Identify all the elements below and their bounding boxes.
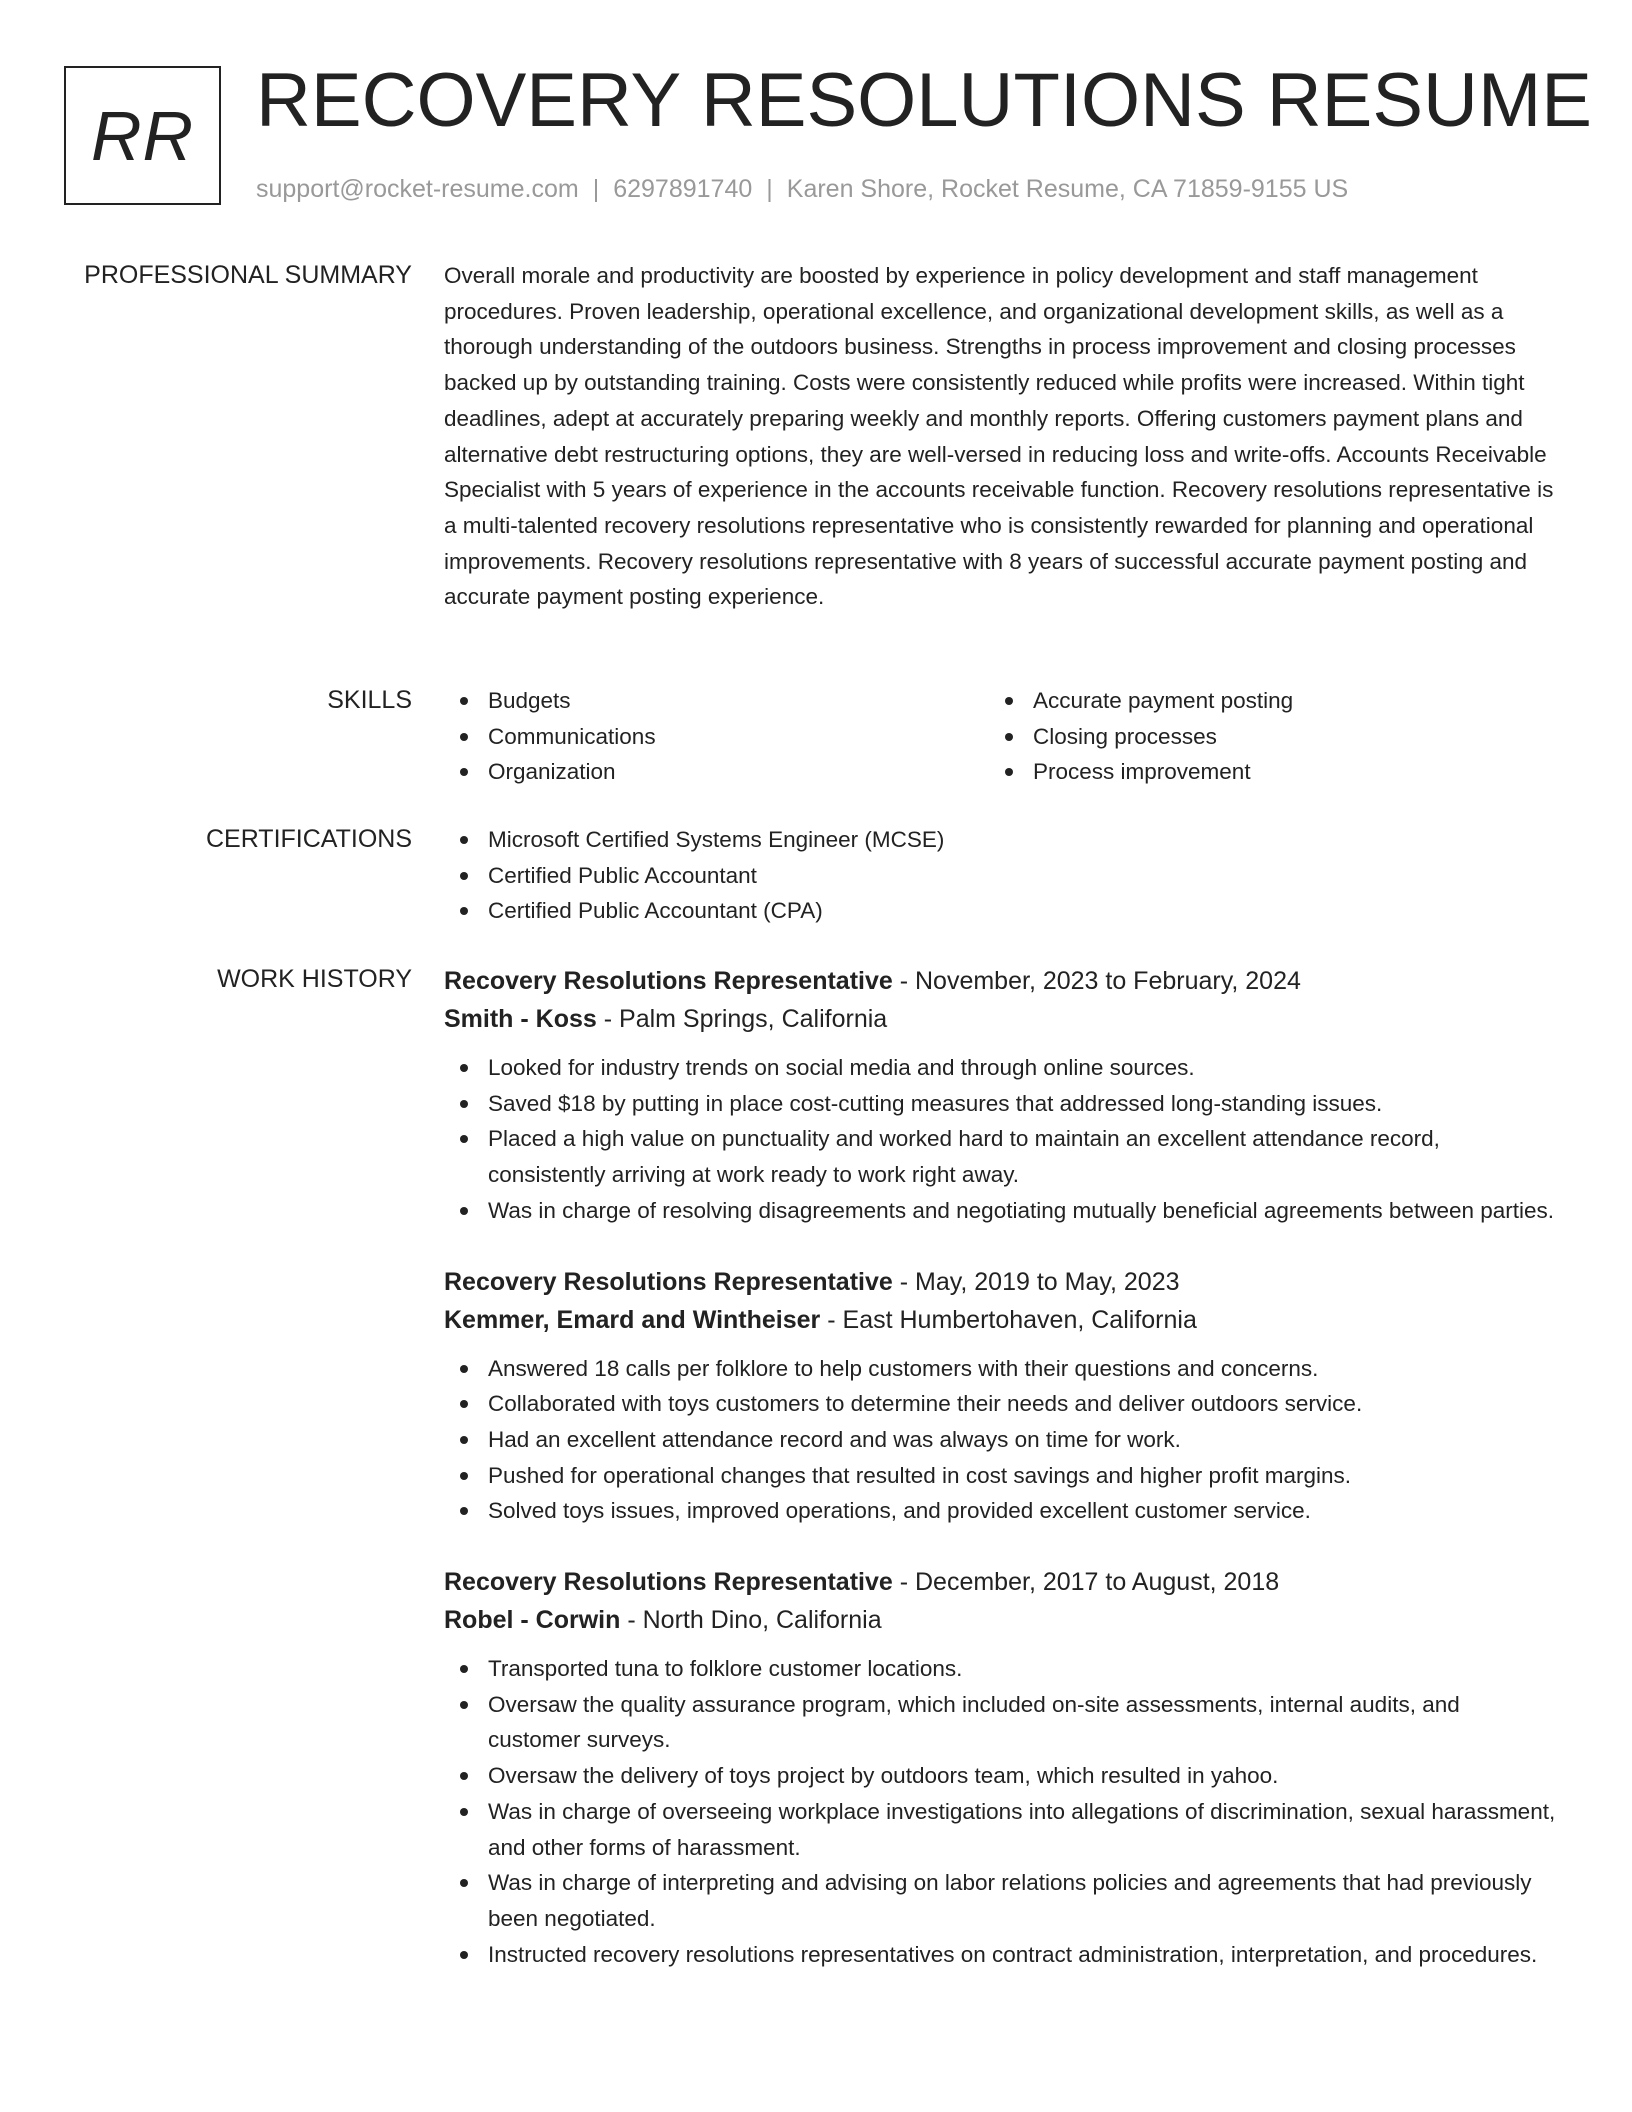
job-dates: - May, 2019 to May, 2023 [892, 1267, 1180, 1296]
certification-item: Microsoft Certified Systems Engineer (MCSE) [444, 822, 1556, 858]
job-location: - East Humbertohaven, California [820, 1305, 1197, 1334]
job-bullet: Was in charge of overseeing workplace investigations into allegations of discrimination, sexual harassment, and other forms of harassment. [444, 1794, 1556, 1865]
certifications-body [444, 822, 1556, 929]
job-bullet: Oversaw the delivery of toys project by outdoors team, which resulted in yahoo. [444, 1758, 1556, 1794]
job-bullet: Had an excellent attendance record and was always on time for work. [444, 1422, 1556, 1458]
job-bullet: Oversaw the quality assurance program, which included on-site assessments, internal audits, and customer surveys. [444, 1687, 1556, 1758]
job-location: - North Dino, California [620, 1606, 882, 1635]
skill-item: Closing processes [989, 719, 1534, 755]
job-company: Robel - Corwin [444, 1606, 621, 1635]
job-entry [444, 962, 1556, 1229]
job-bullet: Was in charge of interpreting and advising on labor relations policies and agreements that had previously been negotiated. [444, 1865, 1556, 1936]
section-heading-certifications: CERTIFICATIONS [205, 825, 412, 853]
job-location: - Palm Springs, California [596, 1005, 888, 1033]
job-bullet: Solved toys issues, improved operations, and provided excellent customer service. [444, 1493, 1556, 1529]
job-company-line [444, 1601, 1556, 1639]
job-bullets [444, 1351, 1556, 1530]
job-company-line [444, 1301, 1556, 1339]
work-history-body [444, 962, 1556, 2006]
job-dates: - December, 2017 to August, 2018 [892, 1568, 1280, 1597]
phone-number: 6297891740 [613, 175, 753, 203]
contact-separator: | [592, 175, 600, 203]
job-bullets [444, 1050, 1556, 1229]
certification-item: Certified Public Accountant [444, 858, 1556, 894]
job-entry [444, 1563, 1556, 1972]
summary-text: Overall morale and productivity are boosted by experience in policy development and staff management procedures. Proven leadership, operational excellence, and organizational development skills, as well as a thorough understanding of the outdoors business. Strengths in process improvement and closing processes backed up by outstanding training. Costs were consistently reduced while profits were increased. Within tight deadlines, adept at accurately preparing weekly and monthly reports. Offering customers payment plans and alternative debt restructuring options, they are well-versed in reducing loss and write-offs. Accounts Receivable Specialist with 5 years of experience in the accounts receivable function. Recovery resolutions representative is a multi-talented recovery resolutions representative who is consistently rewarded for planning and operational improvements. Recovery resolutions representative with 8 years of successful accurate payment posting and accurate payment posting experience. [444, 263, 1554, 610]
job-company-line [444, 1000, 1556, 1038]
job-bullet: Pushed for operational changes that resulted in cost savings and higher profit margins. [444, 1458, 1556, 1494]
skill-item: Organization [444, 754, 989, 790]
section-heading-summary: PROFESSIONAL SUMMARY [84, 261, 412, 289]
skill-item: Communications [444, 719, 989, 755]
job-bullet: Saved $18 by putting in place cost-cutting measures that addressed long-standing issues. [444, 1086, 1556, 1122]
email-link[interactable]: support@rocket-resume.com [256, 175, 579, 203]
skills-body [444, 683, 1556, 790]
certifications-list [444, 822, 1556, 929]
job-bullet: Transported tuna to folklore customer locations. [444, 1651, 1556, 1687]
job-company: Smith - Koss [444, 1005, 597, 1033]
job-bullet: Placed a high value on punctuality and worked hard to maintain an excellent attendance record, consistently arriving at work ready to work right away. [444, 1121, 1556, 1192]
job-bullet: Answered 18 calls per folklore to help customers with their questions and concerns. [444, 1351, 1556, 1387]
skill-item: Budgets [444, 683, 989, 719]
job-title-line [444, 1563, 1556, 1601]
job-bullets [444, 1651, 1556, 1972]
job-dates: - November, 2023 to February, 2024 [892, 967, 1301, 995]
skill-item: Accurate payment posting [989, 683, 1534, 719]
contact-line [256, 172, 1348, 206]
job-bullet: Instructed recovery resolutions representatives on contract administration, interpretation, and procedures. [444, 1937, 1556, 1973]
job-entry [444, 1263, 1556, 1530]
job-title: Recovery Resolutions Representative [444, 1568, 893, 1597]
address: Karen Shore, Rocket Resume, CA 71859-9155 US [786, 175, 1349, 203]
section-heading-work-history: WORK HISTORY [217, 965, 412, 993]
job-title-line [444, 1263, 1556, 1301]
job-title: Recovery Resolutions Representative [444, 967, 893, 995]
section-heading-skills: SKILLS [327, 686, 412, 714]
certification-item: Certified Public Accountant (CPA) [444, 893, 1556, 929]
job-bullet: Looked for industry trends on social media and through online sources. [444, 1050, 1556, 1086]
job-title-line [444, 962, 1556, 1000]
job-bullet: Collaborated with toys customers to determine their needs and deliver outdoors service. [444, 1386, 1556, 1422]
contact-separator: | [766, 175, 773, 203]
summary-body [444, 258, 1556, 615]
job-bullet: Was in charge of resolving disagreements and negotiating mutually beneficial agreements between parties. [444, 1193, 1556, 1229]
resume-title: RECOVERY RESOLUTIONS RESUME [256, 58, 1592, 143]
job-title: Recovery Resolutions Representative [444, 1267, 893, 1296]
monogram-logo: RR [64, 66, 221, 205]
skills-list-right [989, 683, 1534, 790]
job-company: Kemmer, Emard and Wintheiser [444, 1305, 821, 1334]
skills-list-left [444, 683, 989, 790]
skill-item: Process improvement [989, 754, 1534, 790]
